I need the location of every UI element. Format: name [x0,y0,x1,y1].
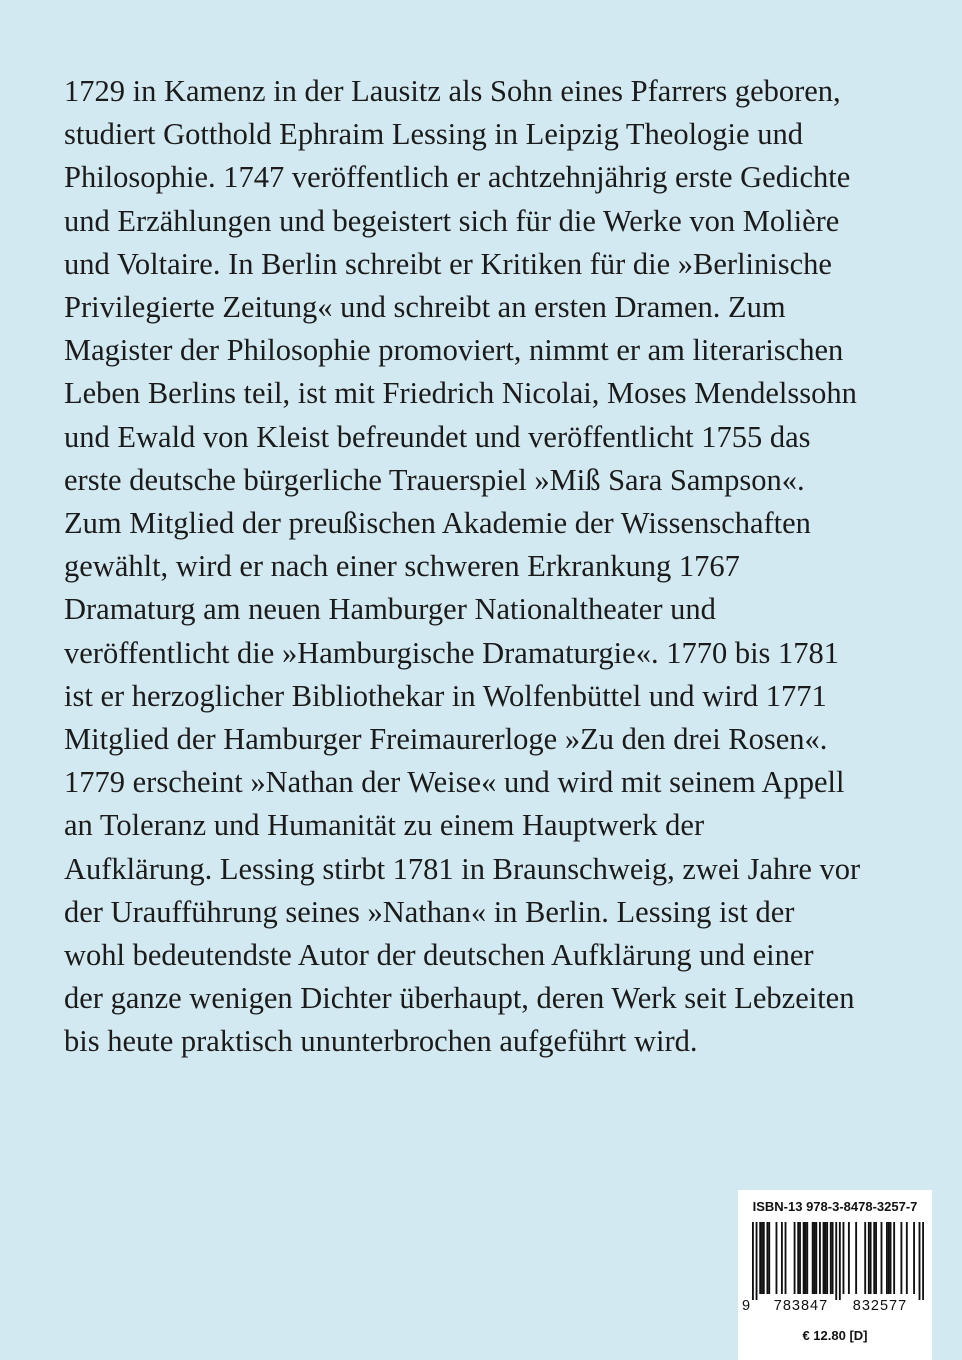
barcode-bar [875,1222,877,1294]
barcode-bar [815,1222,817,1294]
blurb-line: Magister der Philosophie promoviert, nimmt er am literarischen [64,333,844,368]
blurb-line: studiert Gotthold Ephraim Lessing in Leipzig Theologie und [64,117,803,152]
barcode-bar [922,1222,924,1300]
barcode-bar [806,1222,808,1294]
barcode-bar [900,1222,902,1294]
blurb-line: gewählt, wird er nach einer schweren Erkrankung 1767 [64,549,740,584]
barcode-bar [893,1222,895,1294]
barcode-bar [826,1222,828,1294]
isbn-label: ISBN-13 978-3-8478-3257-7 [752,1199,918,1214]
blurb-line: an Toleranz und Humanität zu einem Hauptwerk der [64,808,705,843]
barcode-bar [776,1222,778,1294]
isbn-barcode-box [738,1190,932,1360]
barcode-bar [832,1222,834,1294]
blurb-line: der Uraufführung seines »Nathan« in Berlin. Lessing ist der [64,894,795,929]
blurb-line: Privilegierte Zeitung« und schreibt an ersten Dramen. Zum [64,290,786,325]
barcode-bar [819,1222,821,1294]
barcode-bar [824,1222,826,1294]
barcode-bar [756,1222,758,1300]
back-cover-blurb [64,70,904,1064]
blurb-line: 1779 erscheint »Nathan der Weise« und wird mit seinem Appell [64,765,845,800]
barcode-bar [855,1222,857,1294]
barcode-digit-group-1: 783847 [773,1298,829,1314]
barcode-bar [888,1222,890,1294]
barcode-bar [839,1222,841,1300]
barcode-bar [761,1222,763,1294]
barcode-bar [794,1222,796,1294]
blurb-line: bis heute praktisch ununterbrochen aufgeführt wird. [64,1024,698,1059]
barcode-bar [881,1222,883,1294]
barcode-bar [835,1222,837,1300]
barcode-bar [766,1222,768,1294]
barcode-bar [848,1222,850,1294]
blurb-line: und Voltaire. In Berlin schreibt er Kritiken für die »Berlinische [64,246,832,281]
price-label: € 12.80 [D] [802,1328,868,1343]
barcode-bar [919,1222,921,1300]
barcode-bar [873,1222,875,1294]
blurb-line: Mitglied der Hamburger Freimaurerloge »Zu den drei Rosen«. [64,722,828,757]
barcode-bar [803,1222,805,1294]
barcode-bar [890,1222,892,1294]
barcode-bar [752,1222,754,1300]
barcode-bar [812,1222,814,1294]
barcode-bar [799,1222,801,1294]
barcode-digit-group-2: 832577 [852,1298,908,1314]
barcode-bar [906,1222,908,1294]
barcode-digits [742,1298,924,1314]
blurb-line: 1729 in Kamenz in der Lausitz als Sohn eines Pfarrers geboren, [64,74,841,108]
barcode-icon [752,1222,924,1300]
barcode-bar [843,1222,845,1294]
blurb-line: Aufklärung. Lessing stirbt 1781 in Braunschweig, zwei Jahre vor [64,851,861,886]
barcode-bar [805,1222,807,1294]
barcode-bar [913,1222,915,1294]
barcode-bar [781,1222,783,1294]
barcode-digit-first: 9 [742,1298,751,1314]
barcode-bar [797,1222,799,1294]
blurb-line: veröffentlicht die »Hamburgische Dramaturgie«. 1770 bis 1781 [64,635,840,670]
barcode-bar [830,1222,832,1294]
barcode-bar [823,1222,825,1294]
blurb-line: erste deutsche bürgerliche Trauerspiel »Miß Sara Sampson«. [64,462,805,497]
blurb-line: Zum Mitglied der preußischen Akademie der Wissenschaften [64,506,811,541]
barcode-bar [763,1222,765,1294]
barcode-bar [759,1222,761,1294]
barcode-bar [768,1222,770,1294]
blurb-line: und Erzählungen und begeistert sich für die Werke von Molière [64,203,840,238]
barcode-bar [886,1222,888,1294]
blurb-line: Dramaturg am neuen Hamburger Nationaltheater und [64,592,716,627]
blurb-line: Leben Berlins teil, ist mit Friedrich Nicolai, Moses Mendelssohn [64,376,857,411]
barcode-bar [864,1222,866,1294]
blurb-line: wohl bedeutendste Autor der deutschen Aufklärung und einer [64,938,814,973]
blurb-line: Philosophie. 1747 veröffentlich er achtzehnjährig erste Gedichte [64,160,851,195]
blurb-line: der ganze wenigen Dichter überhaupt, deren Werk seit Lebzeiten [64,981,855,1016]
blurb-line: und Ewald von Kleist befreundet und veröffentlicht 1755 das [64,419,811,454]
barcode-bar [870,1222,872,1294]
barcode-bar [868,1222,870,1294]
blurb-line: ist er herzoglicher Bibliothekar in Wolfenbüttel und wird 1771 [64,678,827,713]
barcode-bar [814,1222,816,1294]
barcode-bar [785,1222,787,1294]
